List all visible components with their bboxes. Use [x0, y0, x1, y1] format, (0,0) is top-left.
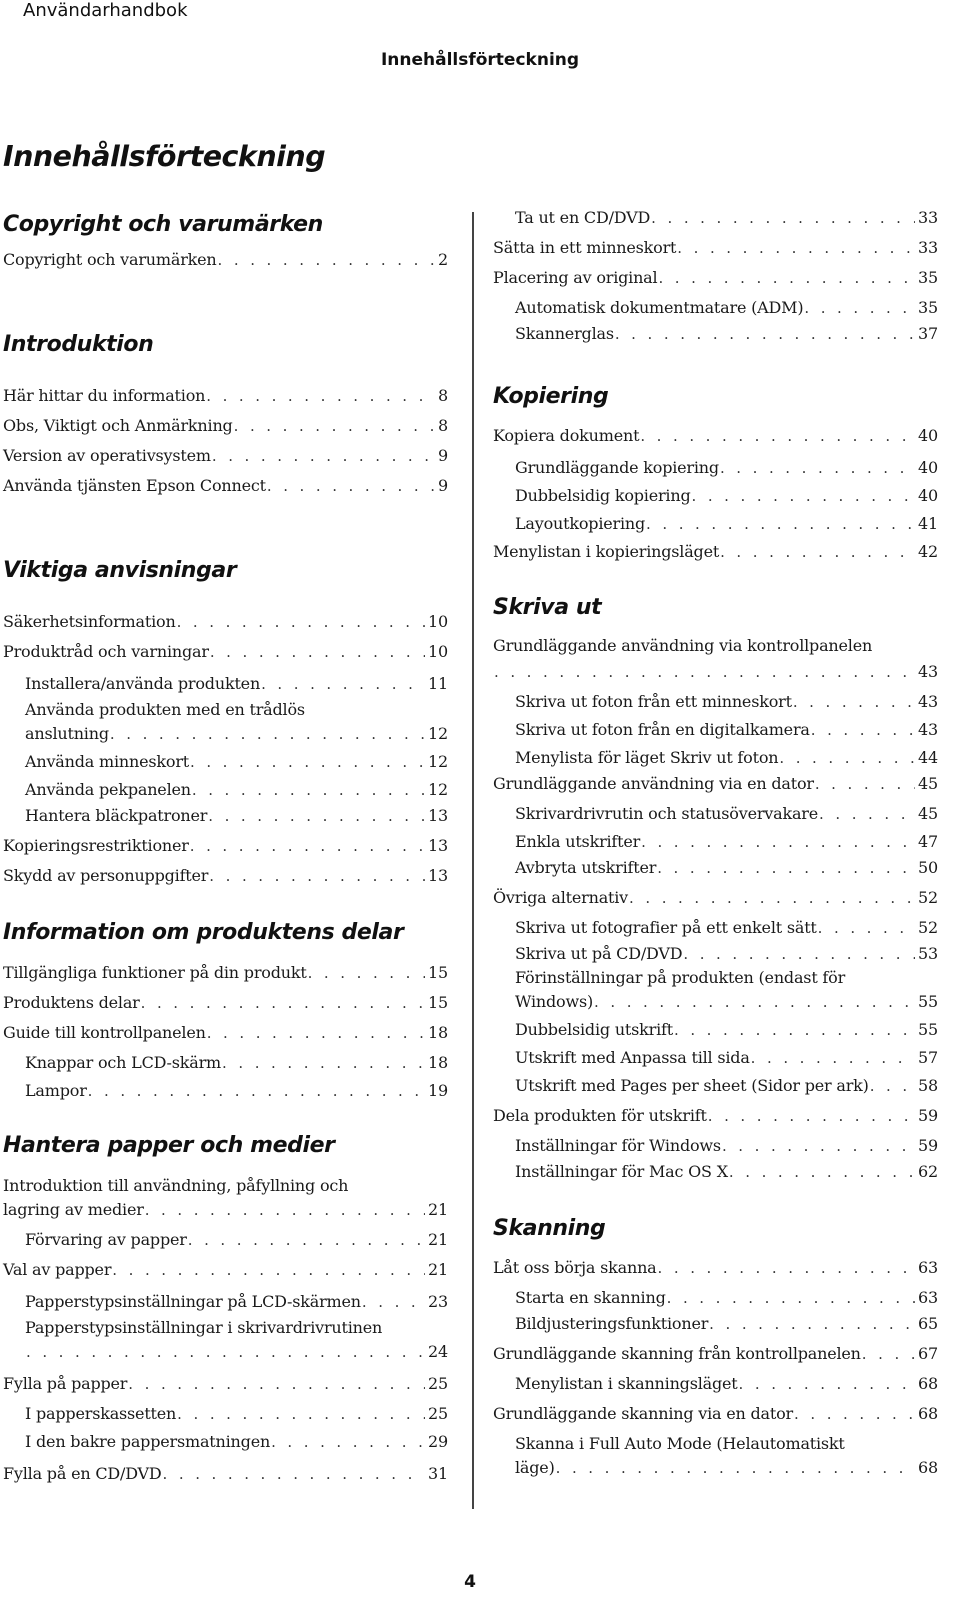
toc-subentry[interactable] — [515, 1134, 938, 1158]
dot-leader — [88, 1079, 425, 1103]
toc-entry[interactable] — [3, 1021, 448, 1045]
document-title: Användarhandbok — [23, 0, 188, 21]
dot-leader — [594, 990, 915, 1014]
toc-page-number: 21 — [428, 1200, 448, 1219]
toc-page-number: 12 — [428, 724, 448, 743]
dot-leader — [811, 718, 915, 742]
toc-section-heading: Skanning — [493, 1216, 606, 1241]
toc-entry[interactable] — [493, 540, 938, 564]
toc-page-number: 58 — [918, 1076, 938, 1095]
toc-entry-title: lagring av medier — [3, 1200, 144, 1219]
toc-entry[interactable] — [3, 444, 448, 468]
toc-section-heading: Copyright och varumärken — [3, 212, 323, 237]
toc-page-number: 18 — [428, 1023, 448, 1042]
toc-page-number: 62 — [918, 1162, 938, 1181]
toc-subentry[interactable] — [25, 1079, 448, 1103]
dot-leader — [640, 424, 915, 448]
toc-subentry[interactable] — [25, 1430, 448, 1454]
toc-entry[interactable] — [3, 1372, 448, 1396]
toc-section-heading: Hantera papper och medier — [3, 1133, 335, 1158]
dot-leader — [222, 1051, 425, 1075]
toc-entry[interactable] — [493, 634, 938, 658]
toc-page-number: 23 — [428, 1292, 448, 1311]
toc-subentry[interactable] — [515, 856, 938, 880]
toc-entry[interactable] — [3, 474, 448, 498]
toc-subentry[interactable] — [515, 1160, 938, 1184]
toc-entry-title: Grundläggande användning via kontrollpanelen — [493, 636, 873, 655]
toc-page-number: 21 — [428, 1260, 448, 1279]
toc-entry[interactable] — [493, 1104, 938, 1128]
toc-page-number: 42 — [918, 542, 938, 561]
toc-page-number: 41 — [918, 514, 938, 533]
dot-leader — [163, 1462, 426, 1486]
toc-entry-title: Skanna i Full Auto Mode (Helautomatiskt — [515, 1434, 845, 1453]
toc-entry[interactable] — [493, 772, 938, 796]
dot-leader — [110, 722, 425, 746]
toc-page-number: 43 — [918, 692, 938, 711]
dot-leader — [615, 322, 915, 346]
toc-subentry[interactable] — [515, 990, 938, 1014]
toc-entry-title: Grundläggande skanning från kontrollpanelen — [493, 1344, 861, 1363]
toc-entry-title: Knappar och LCD-skärm — [25, 1053, 222, 1072]
toc-subentry[interactable] — [515, 1286, 938, 1310]
toc-entry-title: Skriva ut foton från ett minneskort — [515, 692, 792, 711]
toc-subentry[interactable] — [515, 512, 938, 536]
toc-entry-title: Produktråd och varningar — [3, 642, 209, 661]
dot-leader — [234, 414, 435, 438]
toc-page-number: 65 — [918, 1314, 938, 1333]
toc-page-number: 13 — [428, 836, 448, 855]
toc-entry-title: Skriva ut fotografier på ett enkelt sätt — [515, 918, 817, 937]
dot-leader — [720, 456, 915, 480]
toc-page-number: 35 — [918, 268, 938, 287]
toc-entry-title: Använda minneskort — [25, 752, 189, 771]
toc-page-number: 45 — [918, 774, 938, 793]
toc-page-number: 63 — [918, 1288, 938, 1307]
toc-entry-title: Layoutkopiering — [515, 514, 646, 533]
toc-page-number: 21 — [428, 1230, 448, 1249]
toc-page-number: 57 — [918, 1048, 938, 1067]
toc-subentry[interactable] — [515, 1018, 938, 1042]
dot-leader — [267, 474, 435, 498]
toc-entry[interactable] — [493, 660, 938, 684]
toc-page-number: 18 — [428, 1053, 448, 1072]
toc-entry[interactable] — [493, 1256, 938, 1280]
toc-page-number: 15 — [428, 993, 448, 1012]
toc-page-number: 55 — [918, 992, 938, 1011]
toc-page-number: 50 — [918, 858, 938, 877]
toc-entry-title: Lampor — [25, 1081, 87, 1100]
toc-page-number: 40 — [918, 426, 938, 445]
toc-subentry[interactable] — [25, 1340, 448, 1364]
toc-entry-title: Dubbelsidig kopiering — [515, 486, 691, 505]
toc-page-number: 43 — [918, 662, 938, 681]
dot-leader — [141, 991, 425, 1015]
toc-subentry[interactable] — [515, 1312, 938, 1336]
dot-leader — [206, 384, 435, 408]
toc-entry-title: Utskrift med Anpassa till sida — [515, 1048, 750, 1067]
toc-page-number: 43 — [918, 720, 938, 739]
toc-page-number: 55 — [918, 1020, 938, 1039]
toc-entry-title: Papperstypsinställningar på LCD-skärmen — [25, 1292, 361, 1311]
dot-leader — [709, 1312, 915, 1336]
toc-entry-title: Obs, Viktigt och Anmärkning — [3, 416, 233, 435]
toc-entry-title: Fylla på papper — [3, 1374, 128, 1393]
toc-subentry[interactable] — [515, 830, 938, 854]
toc-subentry[interactable] — [515, 484, 938, 508]
dot-leader — [271, 1430, 425, 1454]
toc-subentry[interactable] — [515, 206, 938, 230]
dot-leader — [862, 1342, 915, 1366]
toc-page-number: 2 — [438, 250, 448, 269]
toc-page-number: 15 — [428, 963, 448, 982]
dot-leader — [870, 1074, 915, 1098]
toc-entry-title: Version av operativsystem — [3, 446, 211, 465]
toc-subentry[interactable] — [515, 1372, 938, 1396]
toc-subentry[interactable] — [515, 916, 938, 940]
toc-page-number: 40 — [918, 458, 938, 477]
toc-entry-title: Använda tjänsten Epson Connect — [3, 476, 266, 495]
page-number: 4 — [464, 1572, 476, 1592]
toc-page-number: 68 — [918, 1404, 938, 1423]
toc-subentry[interactable] — [515, 456, 938, 480]
toc-entry[interactable] — [3, 414, 448, 438]
toc-page-number: 59 — [918, 1106, 938, 1125]
toc-entry-title: Menylista för läget Skriv ut foton — [515, 748, 779, 767]
toc-subentry[interactable] — [515, 746, 938, 770]
toc-subentry[interactable] — [515, 690, 938, 714]
toc-entry-title: anslutning — [25, 724, 109, 743]
toc-entry[interactable] — [493, 886, 938, 910]
toc-page-number: 47 — [918, 832, 938, 851]
toc-entry-title: Använda pekpanelen — [25, 780, 191, 799]
toc-entry[interactable] — [493, 424, 938, 448]
toc-entry-title: Skrivardrivrutin och statusövervakare — [515, 804, 819, 823]
toc-entry[interactable] — [493, 266, 938, 290]
dot-leader — [177, 610, 425, 634]
dot-leader — [188, 1228, 425, 1252]
toc-page-number: 29 — [428, 1432, 448, 1451]
toc-entry-title: Fylla på en CD/DVD — [3, 1464, 162, 1483]
dot-leader — [751, 1046, 915, 1070]
toc-page-number: 40 — [918, 486, 938, 505]
toc-subentry[interactable] — [25, 1228, 448, 1252]
toc-subentry[interactable] — [25, 750, 448, 774]
toc-entry-title: Utskrift med Pages per sheet (Sidor per ark) — [515, 1076, 869, 1095]
dot-leader — [261, 672, 425, 696]
dot-leader — [362, 1290, 425, 1314]
toc-subentry[interactable] — [25, 672, 448, 696]
dot-leader — [145, 1198, 425, 1222]
toc-entry-title: Papperstypsinställningar i skrivardrivrutinen — [25, 1318, 383, 1337]
dot-leader — [779, 746, 915, 770]
dot-leader — [218, 248, 435, 272]
dot-leader — [658, 266, 915, 290]
dot-leader — [646, 512, 915, 536]
toc-entry-title: Förvaring av papper — [25, 1230, 187, 1249]
toc-page-number: 10 — [428, 612, 448, 631]
toc-page-number: 31 — [428, 1464, 448, 1483]
toc-section-heading: Viktiga anvisningar — [3, 558, 237, 583]
toc-entry-title: Avbryta utskrifter — [515, 858, 657, 877]
toc-subentry[interactable] — [25, 698, 448, 722]
toc-page-number: 25 — [428, 1404, 448, 1423]
dot-leader — [667, 1286, 915, 1310]
toc-entry-title: Inställningar för Windows — [515, 1136, 721, 1155]
dot-leader — [192, 778, 425, 802]
toc-entry[interactable] — [493, 1342, 938, 1366]
toc-page-number: 11 — [428, 674, 448, 693]
toc-entry-title: Installera/använda produkten — [25, 674, 261, 693]
toc-section-heading: Kopiering — [493, 384, 609, 409]
toc-page-number: 25 — [428, 1374, 448, 1393]
toc-page-number: 44 — [918, 748, 938, 767]
toc-entry-title: Skannerglas — [515, 324, 614, 343]
toc-entry-title: Dela produkten för utskrift — [493, 1106, 707, 1125]
toc-page-number: 33 — [918, 238, 938, 257]
toc-page-number: 19 — [428, 1081, 448, 1100]
toc-entry-title: Bildjusteringsfunktioner — [515, 1314, 709, 1333]
toc-subentry[interactable] — [515, 942, 938, 966]
toc-entry[interactable] — [493, 1402, 938, 1426]
toc-entry-title: Grundläggande användning via en dator — [493, 774, 814, 793]
toc-entry-title: Dubbelsidig utskrift — [515, 1020, 673, 1039]
toc-page-number: 52 — [918, 888, 938, 907]
toc-entry[interactable] — [3, 864, 448, 888]
toc-entry-title: Placering av original — [493, 268, 658, 287]
toc-page-number: 33 — [918, 208, 938, 227]
toc-page-number: 67 — [918, 1344, 938, 1363]
column-divider — [472, 212, 474, 1509]
toc-page-number: 12 — [428, 752, 448, 771]
toc-entry-title: Produktens delar — [3, 993, 140, 1012]
dot-leader — [209, 864, 425, 888]
toc-subentry[interactable] — [25, 804, 448, 828]
toc-page-number: 10 — [428, 642, 448, 661]
toc-entry-title: Här hittar du information — [3, 386, 206, 405]
toc-entry[interactable] — [3, 991, 448, 1015]
toc-entry-title: Windows) — [515, 992, 594, 1011]
toc-subentry[interactable] — [25, 1402, 448, 1426]
toc-page-number: 68 — [918, 1458, 938, 1477]
dot-leader — [494, 660, 915, 684]
toc-entry[interactable] — [3, 384, 448, 408]
toc-subentry[interactable] — [515, 966, 938, 990]
dot-leader — [819, 802, 915, 826]
toc-entry-title: Copyright och varumärken — [3, 250, 217, 269]
toc-entry-title: Grundläggande skanning via en dator — [493, 1404, 794, 1423]
dot-leader — [794, 1402, 915, 1426]
toc-subentry[interactable] — [25, 1316, 448, 1340]
toc-page-number: 9 — [438, 446, 448, 465]
toc-page-number: 37 — [918, 324, 938, 343]
toc-entry-title: Grundläggande kopiering — [515, 458, 719, 477]
toc-entry[interactable] — [3, 834, 448, 858]
running-header: Innehållsförteckning — [380, 50, 580, 70]
toc-subentry[interactable] — [25, 1290, 448, 1314]
dot-leader — [722, 1134, 915, 1158]
dot-leader — [128, 1372, 425, 1396]
dot-leader — [677, 236, 915, 260]
toc-page-number: 8 — [438, 416, 448, 435]
dot-leader — [674, 1018, 915, 1042]
toc-entry-title: Skriva ut foton från en digitalkamera — [515, 720, 810, 739]
dot-leader — [739, 1372, 916, 1396]
page-title: Innehållsförteckning — [3, 140, 326, 173]
toc-entry-title: Tillgängliga funktioner på din produkt — [3, 963, 307, 982]
toc-entry-title: Kopiera dokument — [493, 426, 640, 445]
toc-entry[interactable] — [3, 1198, 448, 1222]
toc-page-number: 59 — [918, 1136, 938, 1155]
toc-entry-title: Sätta in ett minneskort — [493, 238, 677, 257]
toc-subentry[interactable] — [515, 1074, 938, 1098]
toc-entry-title: Hantera bläckpatroner — [25, 806, 208, 825]
toc-subentry[interactable] — [515, 718, 938, 742]
dot-leader — [190, 750, 425, 774]
dot-leader — [804, 296, 915, 320]
toc-subentry[interactable] — [515, 322, 938, 346]
toc-entry-title: I papperskassetten — [25, 1404, 177, 1423]
toc-subentry[interactable] — [515, 1432, 938, 1456]
dot-leader — [629, 886, 915, 910]
toc-section-heading: Information om produktens delar — [3, 920, 404, 945]
toc-page-number: 45 — [918, 804, 938, 823]
dot-leader — [720, 540, 915, 564]
toc-subentry[interactable] — [515, 802, 938, 826]
toc-entry-title: Säkerhetsinformation — [3, 612, 176, 631]
toc-entry-title: Automatisk dokumentmatare (ADM) — [515, 298, 804, 317]
toc-entry[interactable] — [3, 1462, 448, 1486]
toc-section-heading: Skriva ut — [493, 595, 602, 620]
toc-page-number: 13 — [428, 866, 448, 885]
toc-entry-title: Kopieringsrestriktioner — [3, 836, 189, 855]
toc-entry-title: Använda produkten med en trådlös — [25, 700, 305, 719]
dot-leader — [208, 804, 425, 828]
dot-leader — [112, 1258, 425, 1282]
toc-entry[interactable] — [3, 248, 448, 272]
dot-leader — [210, 640, 425, 664]
dot-leader — [207, 1021, 425, 1045]
toc-subentry[interactable] — [25, 778, 448, 802]
toc-entry[interactable] — [493, 236, 938, 260]
toc-entry-title: Skriva ut på CD/DVD — [515, 944, 683, 963]
toc-entry-title: Starta en skanning — [515, 1288, 666, 1307]
toc-section-heading: Introduktion — [3, 332, 154, 357]
toc-entry-title: Ta ut en CD/DVD — [515, 208, 651, 227]
dot-leader — [556, 1456, 915, 1480]
toc-entry-title: Menylistan i kopieringsläget — [493, 542, 720, 561]
toc-entry[interactable] — [3, 640, 448, 664]
toc-subentry[interactable] — [515, 296, 938, 320]
toc-entry-title: läge) — [515, 1458, 555, 1477]
toc-entry-title: Förinställningar på produkten (endast för — [515, 968, 846, 987]
toc-page-number: 68 — [918, 1374, 938, 1393]
dot-leader — [657, 856, 915, 880]
toc-subentry[interactable] — [25, 722, 448, 746]
dot-leader — [729, 1160, 915, 1184]
toc-entry-title: Menylistan i skanningsläget — [515, 1374, 738, 1393]
toc-entry-title: Enkla utskrifter — [515, 832, 641, 851]
toc-entry-title: Låt oss börja skanna — [493, 1258, 657, 1277]
dot-leader — [818, 916, 915, 940]
dot-leader — [177, 1402, 425, 1426]
toc-entry-title: Introduktion till användning, påfyllning och — [3, 1176, 349, 1195]
dot-leader — [708, 1104, 915, 1128]
toc-subentry[interactable] — [515, 1456, 938, 1480]
toc-entry-title: Inställningar för Mac OS X — [515, 1162, 728, 1181]
dot-leader — [658, 1256, 916, 1280]
toc-page-number: 52 — [918, 918, 938, 937]
toc-subentry[interactable] — [25, 1051, 448, 1075]
dot-leader — [308, 961, 425, 985]
toc-entry[interactable] — [3, 610, 448, 634]
dot-leader — [793, 690, 915, 714]
dot-leader — [683, 942, 915, 966]
toc-page-number: 35 — [918, 298, 938, 317]
toc-page-number: 63 — [918, 1258, 938, 1277]
toc-entry[interactable] — [3, 1258, 448, 1282]
toc-entry-title: I den bakre pappersmatningen — [25, 1432, 271, 1451]
dot-leader — [651, 206, 915, 230]
toc-entry[interactable] — [3, 961, 448, 985]
toc-page-number: 24 — [428, 1342, 448, 1361]
dot-leader — [212, 444, 435, 468]
toc-page-number: 9 — [438, 476, 448, 495]
dot-leader — [692, 484, 916, 508]
dot-leader — [815, 772, 915, 796]
toc-entry-title: Val av papper — [3, 1260, 112, 1279]
toc-entry-title: Skydd av personuppgifter — [3, 866, 209, 885]
dot-leader — [641, 830, 915, 854]
toc-page-number: 53 — [918, 944, 938, 963]
toc-page-number: 13 — [428, 806, 448, 825]
toc-entry-title: Övriga alternativ — [493, 888, 629, 907]
toc-subentry[interactable] — [515, 1046, 938, 1070]
toc-page-number: 8 — [438, 386, 448, 405]
dot-leader — [26, 1340, 425, 1364]
toc-entry[interactable] — [3, 1174, 448, 1198]
dot-leader — [190, 834, 425, 858]
toc-entry-title: Guide till kontrollpanelen — [3, 1023, 206, 1042]
toc-page-number: 12 — [428, 780, 448, 799]
